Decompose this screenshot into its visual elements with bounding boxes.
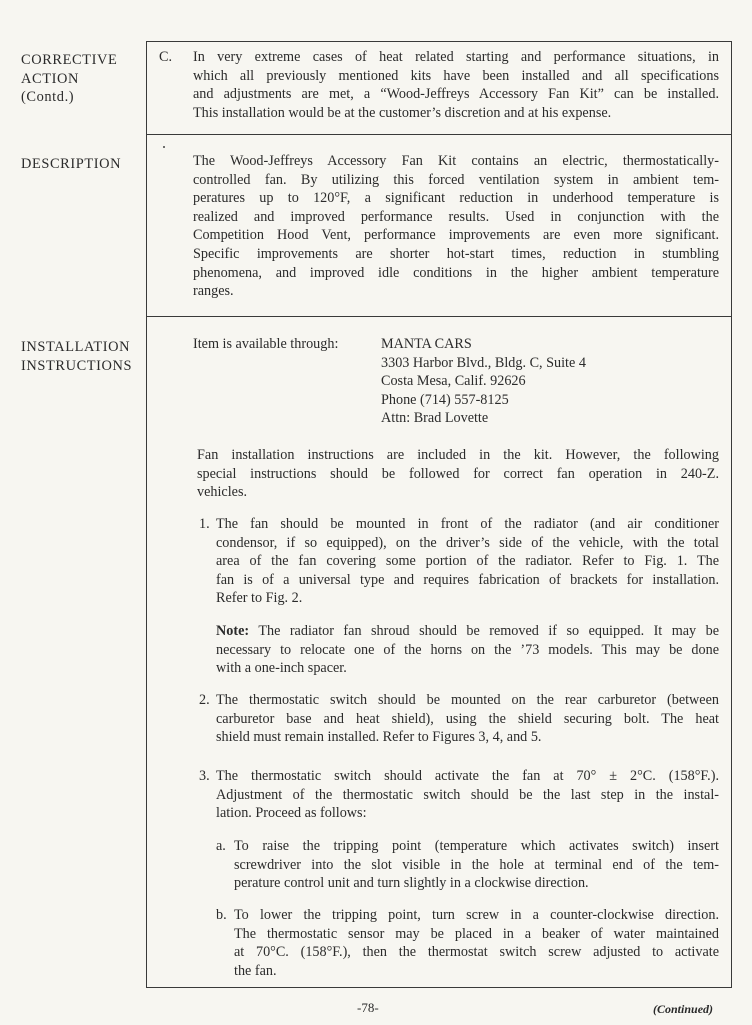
step-2-number: 2. (199, 692, 210, 708)
step-3b-letter: b. (216, 907, 227, 923)
step-3b-text: To lower the tripping point, turn screw in a counter-clockwise direction. The thermostatic sensor may be placed in a beaker of water maintained at 70°C. (158°F.), then the thermostat switch screw adjusted to activate the fan. (234, 907, 719, 979)
step-3a-text: To raise the tripping point (temperature which activates switch) insert screwdriver into the slot visible in the hole at terminal end of the tem- perature control unit and turn slightly in a clockwise direction. (234, 838, 719, 892)
note-label: Note: (216, 623, 250, 639)
section-divider (146, 134, 732, 135)
continued-label: (Continued) (653, 1002, 714, 1016)
corrective-letter: C. (159, 49, 173, 65)
corrective-paragraph: In very extreme cases of heat related starting and performance situations, in which all previously mentioned kits have been installed and all specifications and adjustments are met, a “Wood-Jeffreys Accessory Fan Kit” can be installed. This installation would be at the customer’s discretion and at his expense. (193, 49, 719, 121)
step-3a-letter: a. (216, 838, 226, 854)
corrective-action-label: CORRECTIVE ACTION (Contd.) (21, 52, 118, 105)
step-3-text: The thermostatic switch should activate the fan at 70° ± 2°C. (158°F.). Adjustment of the thermostatic switch should be the last step in the instal- lation. Proceed as follows: (216, 768, 719, 822)
step-2-text: The thermostatic switch should be mounted on the rear carburetor (between carburetor base and heat shield), using the shield securing bolt. The heat shield must remain installed. Refer to Figures 3, 4, and 5. (216, 692, 719, 746)
description-paragraph: The Wood-Jeffreys Accessory Fan Kit contains an electric, thermostatically- controlled fan. By utilizing this forced ventilation system in ambient tem- peratures up to 120°F, a significant reduction in underhood temperature is realized and improved performance results. Used in conjunction with the Competition Hood Vent, performance improvements are even more significant. Specific improvements are shorter hot-start times, reduction in stumbling phenomena, and improved idle conditions in the higher ambient temperature ranges. (193, 153, 719, 300)
supplier-address: MANTA CARS 3303 Harbor Blvd., Bldg. C, Suite 4 Costa Mesa, Calif. 92626 Phone (714) 557-8125 Attn: Brad Lovette (381, 336, 586, 427)
section-divider (146, 316, 732, 317)
step-3-number: 3. (199, 768, 210, 784)
installation-intro: Fan installation instructions are included in the kit. However, the following special instructions should be followed for correct fan operation in 240-Z. vehicles. (197, 447, 719, 501)
step-1-number: 1. (199, 516, 210, 532)
note-paragraph: Note: The radiator fan shroud should be removed if so equipped. It may be necessary to relocate one of the horns on the ’73 models. This may be done with a one-inch spacer. (216, 623, 719, 677)
stray-mark (163, 146, 165, 148)
availability-label: Item is available through: (193, 336, 339, 352)
page-number: -78- (357, 1000, 379, 1015)
installation-instructions-label: INSTALLATION INSTRUCTIONS (21, 339, 133, 374)
step-1-text: The fan should be mounted in front of the radiator (and air conditioner condensor, if so equipped), on the driver’s side of the vehicle, with the total area of the fan covering some portion of the radiator. Refer to Fig. 1. The fan is of a universal type and requires fabrication of brackets for installation. Refer to Fig. 2. (216, 516, 719, 607)
description-label: DESCRIPTION (21, 156, 122, 172)
